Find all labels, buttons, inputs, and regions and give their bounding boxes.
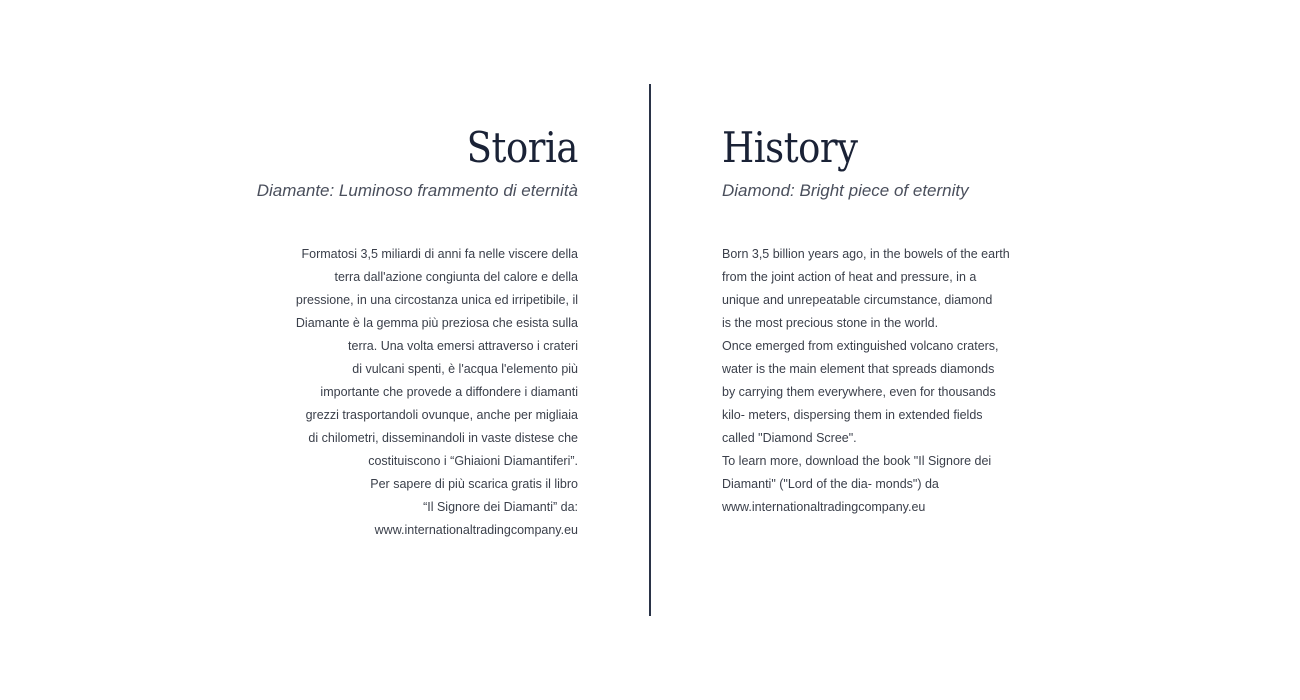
english-body-line: Diamanti" ("Lord of the dia- monds") da — [722, 477, 939, 491]
english-title: History — [722, 123, 858, 172]
italian-body-line: Formatosi 3,5 miliardi di anni fa nelle viscere della — [301, 247, 578, 261]
english-body-line: unique and unrepeatable circumstance, diamond — [722, 293, 993, 307]
italian-body-line: di vulcani spenti, è l'acqua l'elemento più — [352, 362, 578, 376]
english-body-line: kilo- meters, dispersing them in extended fields — [722, 408, 983, 422]
english-body-line: water is the main element that spreads diamonds — [722, 362, 995, 376]
english-body-line: Born 3,5 billion years ago, in the bowels of the earth — [722, 247, 1010, 261]
italian-body — [158, 243, 578, 542]
english-body-line: called "Diamond Scree". — [722, 431, 857, 445]
italian-body-line: importante che provede a diffondere i diamanti — [320, 385, 578, 399]
italian-column — [158, 122, 578, 542]
italian-body-line: Diamante è la gemma più preziosa che esista sulla — [295, 316, 578, 330]
italian-body-line: terra dall'azione congiunta del calore e della — [334, 270, 578, 284]
italian-body-line: “Il Signore dei Diamanti” da: — [423, 500, 578, 514]
english-body-line: is the most precious stone in the world. — [722, 316, 939, 330]
italian-website-text: www.internationaltradingcompany.eu — [374, 523, 578, 537]
english-website-text: www.internationaltradingcompany.eu — [722, 500, 926, 514]
english-body-line: Once emerged from extinguished volcano craters, — [722, 339, 999, 353]
italian-body-line: di chilometri, disseminandoli in vaste distese che — [308, 431, 578, 445]
english-column — [722, 122, 1162, 519]
italian-body-line: costituiscono i “Ghiaioni Diamantiferi”. — [368, 454, 578, 468]
italian-body-line: Per sapere di più scarica gratis il libro — [370, 477, 578, 491]
english-body-line: by carrying them everywhere, even for thousands — [722, 385, 996, 399]
column-divider — [649, 84, 651, 616]
english-body-line: To learn more, download the book "Il Signore dei — [722, 454, 992, 468]
italian-body-line: grezzi trasportandoli ovunque, anche per migliaia — [305, 408, 578, 422]
english-subtitle: Diamond: Bright piece of eternity — [722, 181, 969, 200]
english-body-line: from the joint action of heat and pressure, in a — [722, 270, 977, 284]
italian-body-line: terra. Una volta emersi attraverso i crateri — [348, 339, 578, 353]
english-body — [722, 243, 1162, 519]
italian-title: Storia — [466, 123, 578, 172]
italian-body-line: pressione, in una circostanza unica ed irripetibile, il — [295, 293, 578, 307]
italian-subtitle: Diamante: Luminoso frammento di eternità — [256, 181, 578, 200]
